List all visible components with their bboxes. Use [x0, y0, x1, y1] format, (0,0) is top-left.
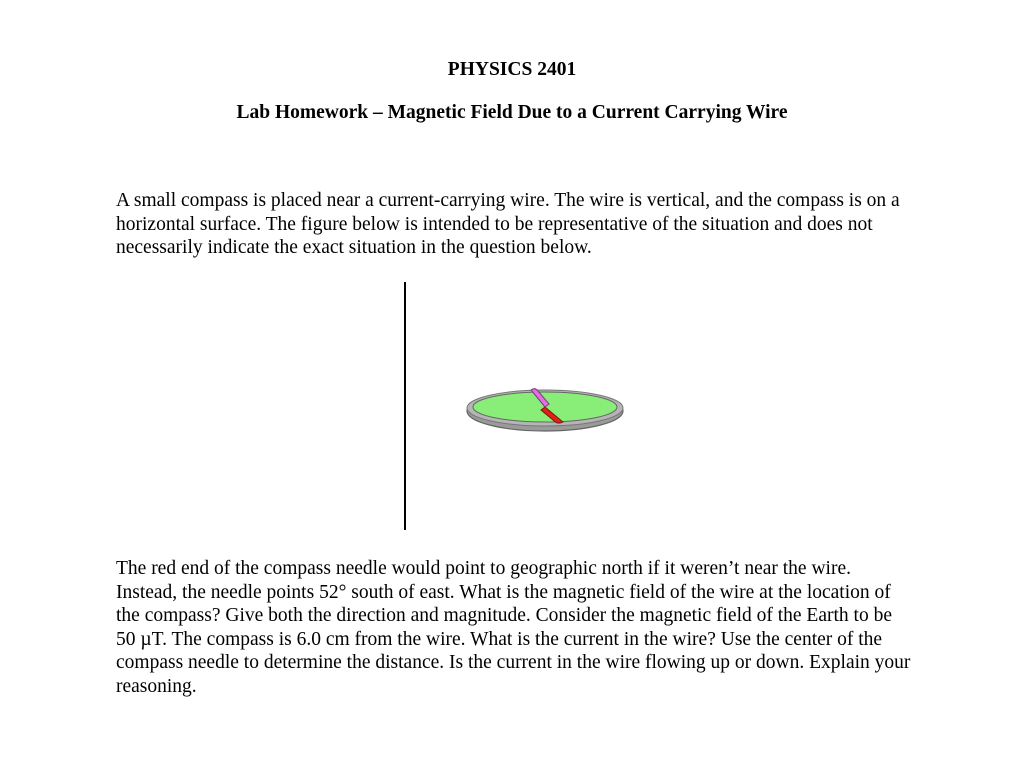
intro-paragraph: A small compass is placed near a current-carrying wire. The wire is vertical, and the compass is on a horizontal surface. The figure below is intended to be representative of the situation and does not necessarily indicate the exact situation in the question below.	[116, 190, 900, 258]
figure-svg	[395, 280, 635, 535]
course-title: PHYSICS 2401	[447, 59, 577, 80]
page-title: Lab Homework – Magnetic Field Due to a Current Carrying Wire	[236, 102, 788, 123]
wire-compass-figure	[395, 280, 635, 535]
question-paragraph: The red end of the compass needle would point to geographic north if it weren’t near the wire. Instead, the needle points 52° south of east. What is the magnetic field of the wire at the location of the compass? Give both the direction and magnitude. Consider the magnetic field of the Earth to be 50 µT. The compass is 6.0 cm from the wire. What is the current in the wire? Use the center of the compass needle to determine the distance. Is the current in the wire flowing up or down. Explain your reasoning.	[116, 558, 911, 697]
